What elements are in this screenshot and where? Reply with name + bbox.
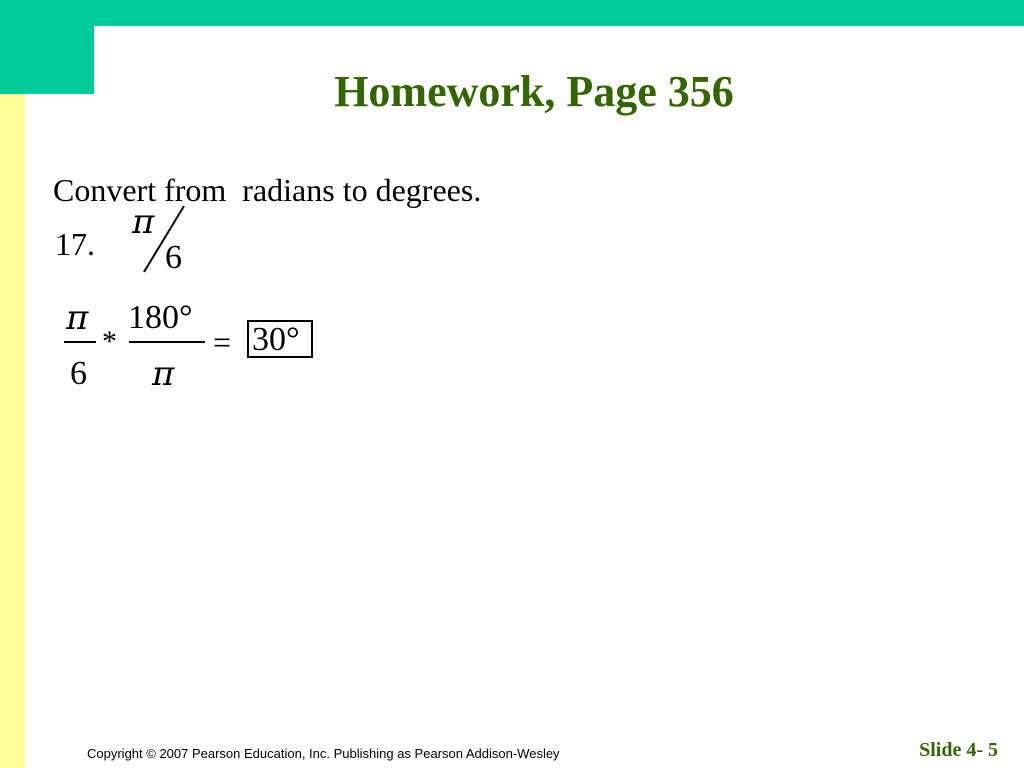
- fraction-2-bar: [129, 341, 205, 343]
- equals-operator: =: [213, 324, 232, 360]
- problem-denominator: 6: [165, 239, 182, 276]
- fraction-2-numerator: 180°: [128, 299, 193, 336]
- fraction-1-numerator: π: [66, 298, 89, 338]
- fraction-1-denominator: 6: [70, 355, 87, 392]
- answer-value: 30°: [252, 321, 300, 358]
- top-accent-bar: [94, 0, 1024, 26]
- fraction-2-denominator: π: [152, 354, 175, 394]
- corner-accent-block: [0, 0, 94, 94]
- copyright-notice: Copyright © 2007 Pearson Education, Inc. Publishing as Pearson Addison-Wesley: [87, 746, 560, 761]
- instruction-text: Convert from radians to degrees.: [53, 172, 482, 208]
- multiply-operator: *: [102, 325, 117, 358]
- problem-numerator: π: [132, 202, 155, 242]
- slide-title: Homework, Page 356: [334, 67, 734, 116]
- fraction-1-bar: [64, 341, 96, 343]
- left-accent-strip: [0, 0, 25, 768]
- problem-number: 17.: [55, 226, 95, 262]
- slide-number: Slide 4- 5: [919, 739, 998, 761]
